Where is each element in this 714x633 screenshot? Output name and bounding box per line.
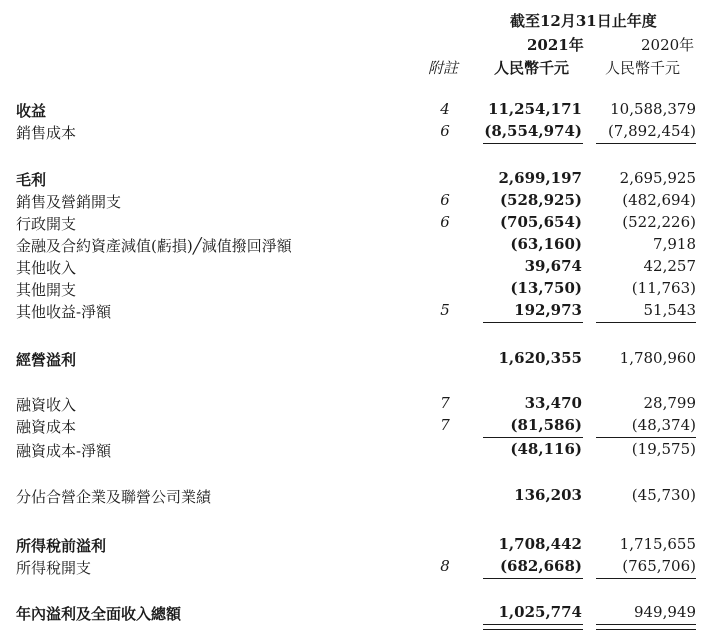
row-label: 融資收入 [16, 396, 77, 414]
row-label: 銷售及營銷開支 [16, 193, 122, 211]
row-note: 5 [440, 301, 450, 319]
value-2021: 11,254,171 [488, 100, 582, 118]
value-2021: (8,554,974) [484, 122, 582, 140]
row-label: 收益 [16, 102, 47, 120]
row-label: 其他開支 [16, 281, 77, 299]
value-2020: (482,694) [622, 191, 696, 209]
table-row [0, 440, 714, 462]
value-2020: 10,588,379 [610, 100, 696, 118]
value-2021: (13,750) [510, 279, 582, 297]
row-label: 毛利 [16, 171, 47, 189]
value-2021: 1,025,774 [498, 603, 582, 621]
table-row [0, 100, 714, 122]
row-label: 所得稅前溢利 [16, 537, 107, 555]
table-row [0, 603, 714, 625]
value-2021: (705,654) [499, 213, 582, 231]
row-label: 其他收入 [16, 259, 77, 277]
value-2021: 1,708,442 [498, 535, 582, 553]
value-2021: (81,586) [510, 416, 582, 434]
period-heading: 截至12月31日止年度 [510, 12, 657, 30]
row-label: 銷售成本 [16, 124, 77, 142]
column-rule [483, 437, 583, 438]
row-label: 分佔合營企業及聯營公司業績 [16, 488, 212, 506]
column-rule [596, 624, 696, 625]
table-row [0, 394, 714, 416]
value-2020: (765,706) [622, 557, 696, 575]
row-label: 融資成本 [16, 418, 77, 436]
table-row [0, 235, 714, 257]
value-2020: (11,763) [631, 279, 696, 297]
table-row [0, 349, 714, 371]
row-note: 6 [440, 122, 450, 140]
value-2020: (45,730) [631, 486, 696, 504]
column-rule [483, 143, 583, 144]
unit-current-heading: 人民幣千元 [494, 59, 570, 77]
value-2020: 28,799 [643, 394, 696, 412]
table-row [0, 416, 714, 438]
value-2021: 192,973 [514, 301, 582, 319]
value-2020: (19,575) [631, 440, 696, 458]
value-2020: (48,374) [631, 416, 696, 434]
row-label: 所得稅開支 [16, 559, 92, 577]
value-2021: (63,160) [510, 235, 582, 253]
value-2020: 51,543 [643, 301, 696, 319]
table-row [0, 301, 714, 323]
column-rule [596, 322, 696, 323]
row-note: 7 [440, 394, 450, 412]
value-2020: 2,695,925 [619, 169, 696, 187]
table-row [0, 257, 714, 279]
value-2021: 39,674 [524, 257, 582, 275]
row-label: 年內溢利及全面收入總額 [16, 605, 182, 623]
table-row [0, 191, 714, 213]
column-rule [596, 143, 696, 144]
year-prior-heading: 2020年 [641, 36, 695, 54]
value-2021: (682,668) [499, 557, 582, 575]
value-2021: 2,699,197 [498, 169, 582, 187]
value-2020: 7,918 [653, 235, 696, 253]
table-row [0, 486, 714, 508]
column-rule [483, 322, 583, 323]
value-2021: 136,203 [514, 486, 582, 504]
row-note: 8 [440, 557, 450, 575]
value-2020: 42,257 [643, 257, 696, 275]
column-rule [483, 629, 583, 630]
column-rule [596, 578, 696, 579]
column-rule [483, 578, 583, 579]
value-2021: (48,116) [510, 440, 582, 458]
note-column-heading: 附註 [428, 59, 459, 77]
value-2021: 33,470 [524, 394, 582, 412]
value-2021: (528,925) [499, 191, 582, 209]
row-label: 融資成本-淨額 [16, 442, 112, 460]
row-note: 6 [440, 191, 450, 209]
value-2021: 1,620,355 [498, 349, 582, 367]
row-note: 7 [440, 416, 450, 434]
row-label: 金融及合約資產減值(虧損)╱減值撥回淨額 [16, 237, 292, 255]
row-label: 行政開支 [16, 215, 77, 233]
row-note: 4 [440, 100, 450, 118]
unit-prior-heading: 人民幣千元 [605, 59, 681, 77]
table-row [0, 557, 714, 579]
table-row [0, 535, 714, 557]
column-rule [596, 629, 696, 630]
value-2020: (7,892,454) [607, 122, 696, 140]
row-label: 經營溢利 [16, 351, 77, 369]
value-2020: (522,226) [622, 213, 696, 231]
table-row [0, 122, 714, 144]
column-rule [596, 437, 696, 438]
row-label: 其他收益-淨額 [16, 303, 112, 321]
row-note: 6 [440, 213, 450, 231]
column-rule [483, 624, 583, 625]
value-2020: 1,780,960 [619, 349, 696, 367]
table-row [0, 213, 714, 235]
value-2020: 949,949 [633, 603, 696, 621]
year-current-heading: 2021年 [527, 36, 584, 54]
table-row [0, 279, 714, 301]
value-2020: 1,715,655 [619, 535, 696, 553]
table-row [0, 169, 714, 191]
